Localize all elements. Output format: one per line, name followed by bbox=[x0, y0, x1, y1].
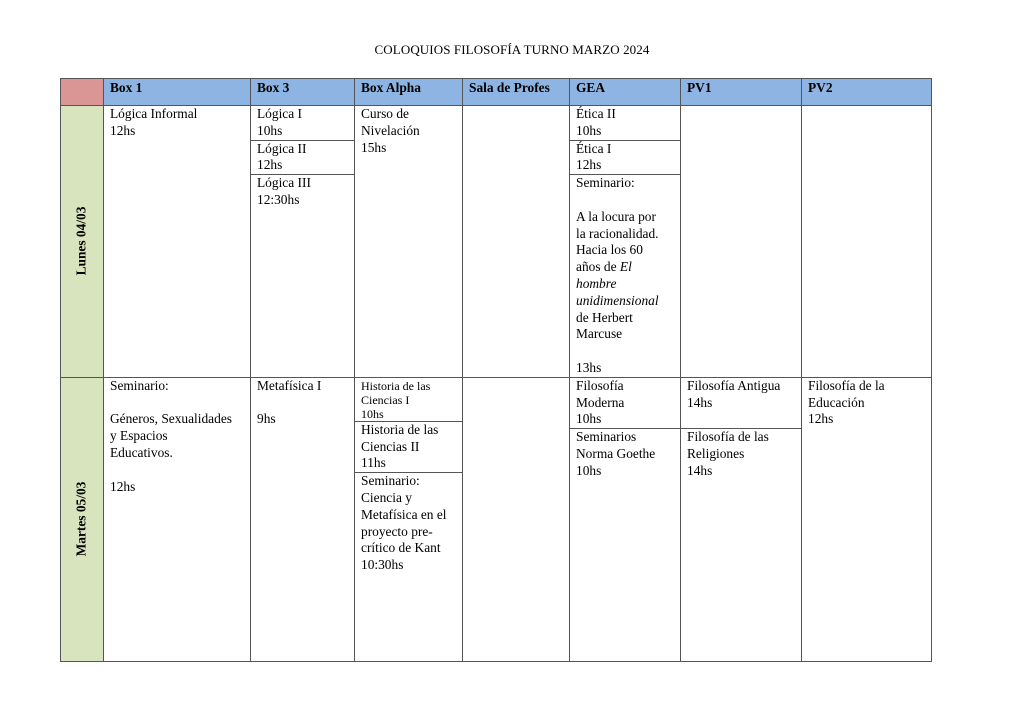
course-block bbox=[681, 378, 801, 429]
course-name-line: Historia de las bbox=[361, 421, 439, 437]
cell-lunes-pv2 bbox=[802, 106, 932, 378]
day-label-martes: Martes 05/03 bbox=[73, 481, 89, 557]
cell-martes-box3 bbox=[251, 377, 355, 661]
course-block bbox=[251, 175, 354, 209]
header-sala-profes: Sala de Profes bbox=[463, 79, 570, 106]
course-block bbox=[570, 141, 680, 176]
header-pv2: PV2 bbox=[802, 79, 932, 106]
seminar-title-line: proyecto pre- bbox=[361, 523, 433, 539]
seminar-title-text: años de bbox=[576, 259, 620, 275]
seminar-book-title: El bbox=[619, 259, 632, 275]
seminar-title-line: crítico de Kant bbox=[361, 540, 441, 556]
cell-martes-box-alpha bbox=[355, 377, 463, 661]
course-name: Lógica III bbox=[257, 175, 311, 191]
cell-lunes-gea bbox=[570, 106, 681, 378]
seminar-label: Seminario: bbox=[361, 473, 420, 489]
seminar-title-line: Educativos. bbox=[110, 444, 173, 460]
seminar-label: Seminario: bbox=[576, 175, 635, 191]
course-block bbox=[570, 378, 680, 429]
course-time: 10hs bbox=[576, 411, 602, 427]
course-time: 12:30hs bbox=[257, 191, 300, 207]
cell-martes-box1 bbox=[104, 377, 251, 661]
course-time: 14hs bbox=[687, 394, 713, 410]
seminar-title-line bbox=[576, 259, 674, 276]
course-time: 12hs bbox=[808, 411, 834, 427]
seminar-title-line: y Espacios bbox=[110, 428, 168, 444]
cell-lunes-box3 bbox=[251, 106, 355, 378]
seminar-time: 10:30hs bbox=[361, 557, 404, 573]
cell-martes-pv2 bbox=[802, 377, 932, 661]
course-block bbox=[355, 378, 462, 422]
course-name-line: Filosofía de la bbox=[808, 377, 885, 393]
course-name-line: Nivelación bbox=[361, 122, 420, 138]
course-time: 10hs bbox=[361, 406, 384, 421]
seminar-title-line: Marcuse bbox=[576, 326, 623, 342]
course-name-line: Educación bbox=[808, 394, 865, 410]
header-box3: Box 3 bbox=[251, 79, 355, 106]
cell-lunes-sala-profes bbox=[463, 106, 570, 378]
course-name: Lógica II bbox=[257, 140, 307, 156]
course-time: 11hs bbox=[361, 455, 386, 471]
seminar-title-line: la racionalidad. bbox=[576, 225, 659, 241]
cell-martes-sala-profes bbox=[463, 377, 570, 661]
header-gea: GEA bbox=[570, 79, 681, 106]
course-block bbox=[251, 106, 354, 141]
day-label-lunes: Lunes 04/03 bbox=[73, 206, 89, 276]
cell-martes-gea bbox=[570, 377, 681, 661]
course-time: 15hs bbox=[361, 139, 387, 155]
seminar-title-line: A la locura por bbox=[576, 208, 656, 224]
course-time: 9hs bbox=[257, 411, 276, 427]
course-block bbox=[570, 106, 680, 141]
course-name-line: Curso de bbox=[361, 106, 409, 121]
header-box1: Box 1 bbox=[104, 79, 251, 106]
course-name-line: Moderna bbox=[576, 394, 625, 410]
course-name: Ética I bbox=[576, 140, 612, 156]
course-name: Lógica Informal bbox=[110, 106, 198, 121]
seminar-title-line: Hacia los 60 bbox=[576, 242, 643, 258]
row-martes bbox=[61, 377, 932, 661]
header-pv1: PV1 bbox=[681, 79, 802, 106]
course-name-line: Historia de las bbox=[361, 378, 431, 393]
cell-lunes-box-alpha bbox=[355, 106, 463, 378]
document-title: COLOQUIOS FILOSOFÍA TURNO MARZO 2024 bbox=[374, 42, 650, 57]
course-time: 12hs bbox=[110, 122, 136, 138]
seminar-label: Seminario: bbox=[110, 377, 169, 393]
course-name-line: Ciencias I bbox=[361, 392, 410, 407]
header-box-alpha: Box Alpha bbox=[355, 79, 463, 106]
seminar-title-line: Ciencia y bbox=[361, 489, 412, 505]
seminar-time: 13hs bbox=[576, 359, 602, 375]
corner-cell bbox=[61, 79, 104, 106]
course-block bbox=[355, 422, 462, 473]
seminar-time: 12hs bbox=[110, 478, 136, 494]
course-time: 10hs bbox=[576, 462, 602, 478]
course-name-line: Seminarios bbox=[576, 429, 637, 445]
cell-lunes-box1 bbox=[104, 106, 251, 378]
course-block bbox=[251, 141, 354, 176]
course-name-line: Filosofía bbox=[576, 377, 624, 393]
seminar-title-line: Metafísica en el bbox=[361, 506, 447, 522]
day-cell-martes bbox=[61, 377, 104, 661]
course-name: Lógica I bbox=[257, 106, 302, 121]
course-name-line: Norma Goethe bbox=[576, 445, 656, 461]
course-time: 12hs bbox=[257, 157, 283, 173]
seminar-book-title: hombre bbox=[576, 275, 617, 291]
course-time: 12hs bbox=[576, 157, 602, 173]
course-time: 10hs bbox=[257, 122, 283, 138]
course-name-line: Filosofía de las bbox=[687, 429, 769, 445]
course-name: Metafísica I bbox=[257, 377, 322, 393]
seminar-block bbox=[570, 175, 680, 377]
cell-lunes-pv1 bbox=[681, 106, 802, 378]
course-block bbox=[681, 429, 801, 479]
course-name-line: Religiones bbox=[687, 445, 745, 461]
course-name: Ética II bbox=[576, 106, 616, 121]
day-cell-lunes bbox=[61, 106, 104, 378]
course-block bbox=[570, 429, 680, 479]
seminar-title-line: de Herbert bbox=[576, 309, 633, 325]
course-time: 10hs bbox=[576, 122, 602, 138]
cell-martes-pv1 bbox=[681, 377, 802, 661]
course-name-line: Ciencias II bbox=[361, 438, 420, 454]
course-time: 14hs bbox=[687, 462, 713, 478]
seminar-title-line: Géneros, Sexualidades bbox=[110, 411, 232, 427]
schedule-table bbox=[60, 78, 932, 662]
row-lunes bbox=[61, 106, 932, 378]
seminar-block bbox=[355, 473, 462, 574]
header-row bbox=[61, 79, 932, 106]
course-name-line: Filosofía Antigua bbox=[687, 377, 781, 393]
seminar-book-title: unidimensional bbox=[576, 292, 659, 308]
